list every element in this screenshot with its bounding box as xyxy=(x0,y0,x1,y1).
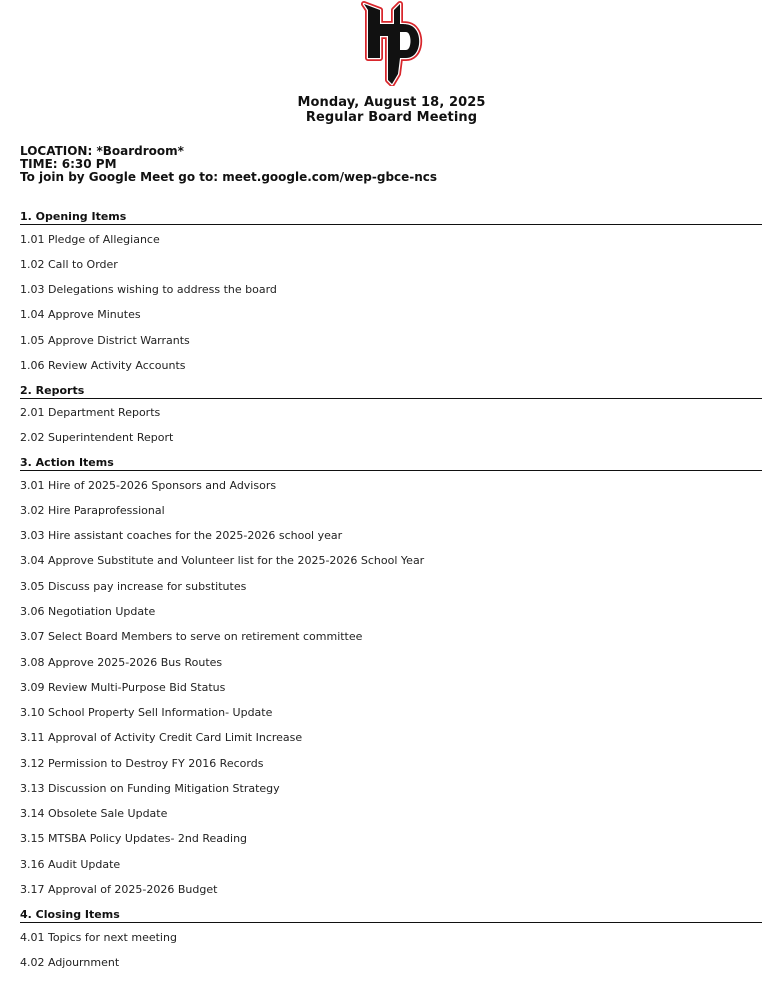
section-action-items: 3. Action Items xyxy=(20,456,762,471)
agenda-item: 3.13 Discussion on Funding Mitigation Strategy xyxy=(20,782,280,795)
meeting-time: TIME: 6:30 PM xyxy=(20,157,117,171)
agenda-item: 2.02 Superintendent Report xyxy=(20,431,174,444)
agenda-item: 1.06 Review Activity Accounts xyxy=(20,359,186,372)
agenda-item: 3.10 School Property Sell Information- Update xyxy=(20,706,273,719)
agenda-item: 3.15 MTSBA Policy Updates- 2nd Reading xyxy=(20,832,248,845)
agenda-item: 1.02 Call to Order xyxy=(20,258,118,271)
meeting-date: Monday, August 18, 2025 xyxy=(297,95,486,110)
agenda-item: 3.11 Approval of Activity Credit Card Limit Increase xyxy=(20,731,303,744)
meeting-location: LOCATION: *Boardroom* xyxy=(20,144,184,158)
school-logo-icon xyxy=(358,0,426,86)
agenda-item: 3.16 Audit Update xyxy=(20,858,121,871)
agenda-item: 3.14 Obsolete Sale Update xyxy=(20,807,168,820)
agenda-item: 1.01 Pledge of Allegiance xyxy=(20,233,160,246)
agenda-item: 1.03 Delegations wishing to address the board xyxy=(20,283,277,296)
agenda-item: 4.01 Topics for next meeting xyxy=(20,931,177,944)
agenda-item: 3.04 Approve Substitute and Volunteer list for the 2025-2026 School Year xyxy=(20,554,425,567)
agenda-item: 3.03 Hire assistant coaches for the 2025-2026 school year xyxy=(20,529,343,542)
agenda-item: 3.01 Hire of 2025-2026 Sponsors and Advisors xyxy=(20,479,277,492)
agenda-item: 4.02 Adjournment xyxy=(20,956,120,969)
agenda-item: 2.01 Department Reports xyxy=(20,406,161,419)
agenda-item: 3.12 Permission to Destroy FY 2016 Records xyxy=(20,757,264,770)
agenda-item: 3.07 Select Board Members to serve on retirement committee xyxy=(20,630,363,643)
agenda-item: 3.08 Approve 2025-2026 Bus Routes xyxy=(20,656,223,669)
google-meet-link[interactable]: To join by Google Meet go to: meet.google.com/wep-gbce-ncs xyxy=(20,170,438,184)
agenda-item: 3.02 Hire Paraprofessional xyxy=(20,504,165,517)
agenda-item: 3.06 Negotiation Update xyxy=(20,605,156,618)
agenda-item: 3.09 Review Multi-Purpose Bid Status xyxy=(20,681,226,694)
agenda-item: 3.17 Approval of 2025-2026 Budget xyxy=(20,883,218,896)
agenda-item: 1.05 Approve District Warrants xyxy=(20,334,190,347)
agenda-item: 3.05 Discuss pay increase for substitutes xyxy=(20,580,247,593)
section-opening-items: 1. Opening Items xyxy=(20,210,762,225)
section-closing-items: 4. Closing Items xyxy=(20,908,762,923)
meeting-title: Regular Board Meeting xyxy=(305,110,478,125)
agenda-item: 1.04 Approve Minutes xyxy=(20,308,141,321)
section-reports: 2. Reports xyxy=(20,384,762,399)
